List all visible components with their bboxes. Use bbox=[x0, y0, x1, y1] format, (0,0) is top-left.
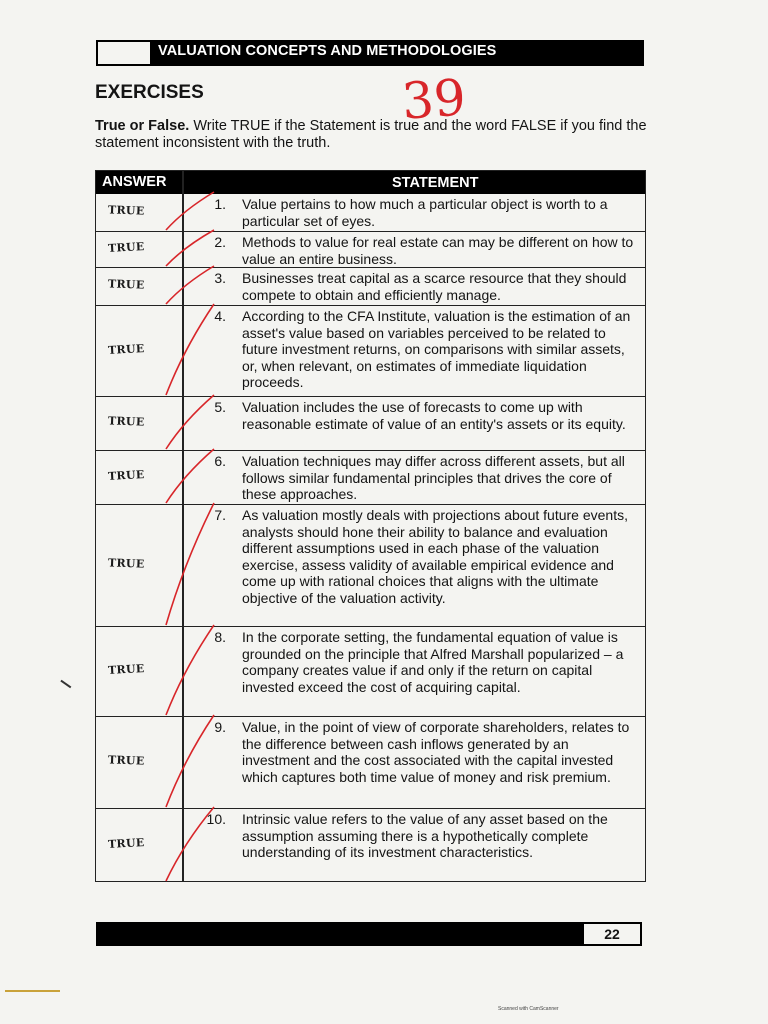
handwritten-answer: TRUE bbox=[107, 277, 145, 292]
table-row bbox=[96, 194, 645, 232]
handwritten-answer: TRUE bbox=[107, 468, 145, 483]
table-row bbox=[96, 627, 645, 717]
statement-text: According to the CFA Institute, valuation is the estimation of an asset's value based on variables perceived to be related to future investment returns, on comparisons with similar assets, or, when relevant, on estimates of immediate liquidation proceeds. bbox=[242, 308, 631, 390]
column-header-statement: STATEMENT bbox=[392, 175, 479, 191]
table-row bbox=[96, 397, 645, 451]
statement-number: 3. bbox=[214, 270, 226, 286]
statement-number: 1. bbox=[214, 196, 226, 212]
table-row bbox=[96, 232, 645, 268]
table-row bbox=[96, 268, 645, 306]
statement-number: 5. bbox=[214, 399, 226, 415]
statement-number: 10. bbox=[206, 811, 226, 827]
instructions-lead: True or False. bbox=[95, 118, 190, 134]
statement-text: Value pertains to how much a particular object is worth to a particular set of eyes. bbox=[242, 196, 608, 229]
scanner-watermark: Scanned with CamScanner bbox=[498, 1006, 559, 1012]
chapter-header-box bbox=[98, 42, 152, 64]
handwritten-answer: TRUE bbox=[107, 341, 145, 357]
table-row bbox=[96, 505, 645, 627]
footer-bar bbox=[96, 922, 582, 946]
margin-mark bbox=[61, 680, 72, 688]
instructions-text: Write TRUE if the Statement is true and the word FALSE if you find the statement inconsistent with the truth. bbox=[95, 118, 647, 151]
instructions bbox=[95, 118, 655, 152]
statement-number: 4. bbox=[214, 308, 226, 324]
statement-text: Businesses treat capital as a scarce resource that they should compete to obtain and efficiently manage. bbox=[242, 270, 627, 303]
handwritten-answer: TRUE bbox=[107, 556, 145, 571]
margin-mark bbox=[5, 990, 60, 992]
statement-text: Valuation includes the use of forecasts to come up with reasonable estimate of value of an entity's assets or its equity. bbox=[242, 399, 626, 432]
statement-text: In the corporate setting, the fundamental equation of value is grounded on the principle that Alfred Marshall popularized – a company creates value if and only if the return on capital invested exceed the cost of acquiring capital. bbox=[242, 629, 624, 695]
statement-text: Value, in the point of view of corporate shareholders, relates to the difference between cash inflows generated by an investment and the cost associated with the capital invested which captures both time value of money and risk premium. bbox=[242, 719, 630, 785]
statement-number: 6. bbox=[214, 453, 226, 469]
statement-number: 2. bbox=[214, 234, 226, 250]
table-row bbox=[96, 451, 645, 505]
chapter-title: VALUATION CONCEPTS AND METHODOLOGIES bbox=[158, 43, 497, 59]
statement-number: 9. bbox=[214, 719, 226, 735]
handwritten-answer: TRUE bbox=[107, 414, 145, 429]
statement-text: As valuation mostly deals with projections about future events, analysts should hone their ability to balance and evaluation different assumptions used in each phase of the valuation exercise, assess validity of available empirical evidence and come up with rational choices that aligns with the ultimate objective of the valuation activity. bbox=[242, 507, 628, 606]
statement-number: 7. bbox=[214, 507, 226, 523]
chapter-header-bar bbox=[96, 40, 644, 66]
section-heading: EXERCISES bbox=[95, 82, 204, 103]
table-row bbox=[96, 306, 645, 397]
statement-text: Methods to value for real estate can may be different on how to value an entire business. bbox=[242, 234, 634, 267]
table-header bbox=[96, 171, 645, 194]
table-row bbox=[96, 809, 645, 883]
statement-text: Intrinsic value refers to the value of any asset based on the assumption assuming there is a hypothetically complete understanding of its investment characteristics. bbox=[242, 811, 608, 860]
handwritten-answer: TRUE bbox=[107, 203, 145, 218]
handwritten-answer: TRUE bbox=[107, 662, 145, 677]
page-number: 22 bbox=[582, 922, 642, 946]
true-false-table bbox=[95, 170, 646, 882]
table-row bbox=[96, 717, 645, 809]
handwritten-answer: TRUE bbox=[107, 836, 145, 851]
statement-number: 8. bbox=[214, 629, 226, 645]
handwritten-answer: TRUE bbox=[107, 753, 145, 768]
column-header-answer: ANSWER bbox=[102, 174, 167, 190]
handwritten-answer: TRUE bbox=[107, 240, 145, 255]
handwritten-score: 39 bbox=[400, 68, 468, 131]
statement-text: Valuation techniques may differ across different assets, but all follows similar fundamental principles that drives the core of these approaches. bbox=[242, 453, 625, 502]
